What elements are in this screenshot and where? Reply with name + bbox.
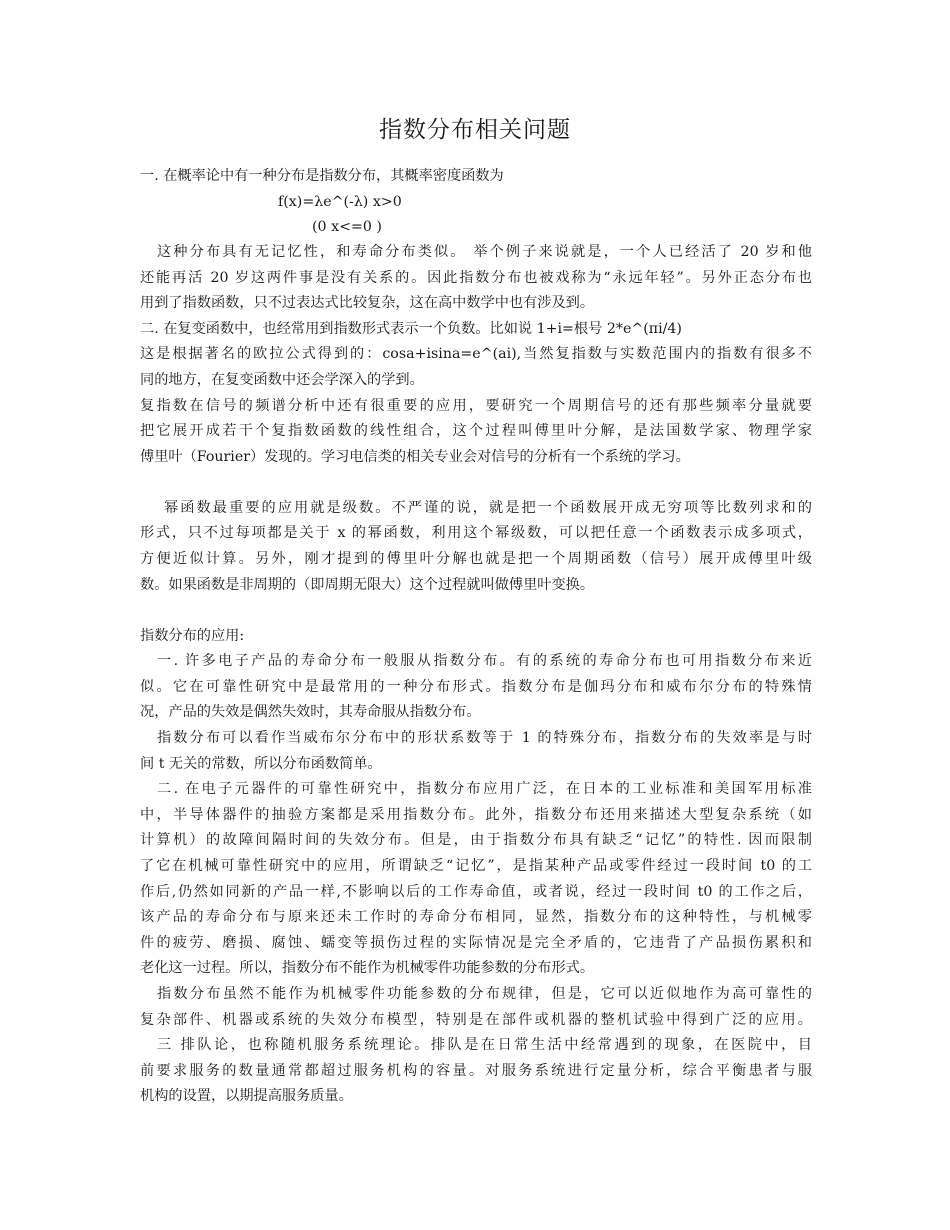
text-line: 复杂部件、机器或系统的失效分布模型，特别是在部件或机器的整机试验中得到广泛的应用。 [140, 1012, 812, 1028]
text-line: 傅里叶（Fourier）发现的。学习电信类的相关专业会对信号的分析有一个系统的学习。 [140, 449, 690, 465]
text-line: 复指数在信号的频谱分析中还有很重要的应用，要研究一个周期信号的还有那些频率分量就要 [140, 398, 812, 414]
text-line: 同的地方，在复变函数中还会学深入的学到。 [140, 372, 424, 388]
text-line: 还能再活 20 岁这两件事是没有关系的。因此指数分布也被戏称为“永远年轻”。另外正态分布也 [140, 270, 812, 286]
text-line: 二. 在复变函数中，也经常用到指数形式表示一个负数。比如说 1+i=根号 2*e^(πi/4) [140, 321, 682, 337]
text-line: 这是根据著名的欧拉公式得到的：cosa+isina=e^(ai),当然复指数与实数范围内的指数有很多不 [140, 346, 812, 362]
text-line: 用到了指数函数，只不过表达式比较复杂，这在高中数学中也有涉及到。 [140, 295, 595, 311]
text-line: 一. 在概率论中有一种分布是指数分布，其概率密度函数为 [140, 168, 504, 184]
formula-line: f(x)=λe^(-λ) x>0 [278, 194, 402, 210]
text-line: 了它在机械可靠性研究中的应用，所谓缺乏“记忆”，是指某种产品或零件经过一段时间 t0 的工 [140, 858, 812, 874]
text-line: 指数分布虽然不能作为机械零件功能参数的分布规律，但是，它可以近似地作为高可靠性的 [157, 986, 812, 1002]
text-line: 该产品的寿命分布与原来还未工作时的寿命分布相同，显然，指数分布的这种特性，与机械零 [140, 909, 812, 925]
text-line: 一. 许多电子产品的寿命分布一般服从指数分布。有的系统的寿命分布也可用指数分布来近 [157, 653, 812, 669]
text-line: 指数分布可以看作当威布尔分布中的形状系数等于 1 的特殊分布，指数分布的失效率是与时 [157, 730, 812, 746]
text-line: 把它展开成若干个复指数函数的线性组合，这个过程叫傅里叶分解，是法国数学家、物理学家 [140, 423, 812, 439]
text-line: 件的疲劳、磨损、腐蚀、蠕变等损伤过程的实际情况是完全矛盾的，它违背了产品损伤累积和 [140, 935, 812, 951]
text-line: 方便近似计算。另外，刚才提到的傅里叶分解也就是把一个周期函数（信号）展开成傅里叶级 [140, 551, 812, 567]
text-line: 三 排队论，也称随机服务系统理论。排队是在日常生活中经常遇到的现象，在医院中，目 [157, 1037, 812, 1053]
document-title: 指数分布相关问题 [379, 117, 571, 143]
text-line: 间 t 无关的常数，所以分布函数简单。 [140, 756, 382, 772]
text-line: 况，产品的失效是偶然失效时，其寿命服从指数分布。 [140, 704, 481, 720]
text-line: 二. 在电子元器件的可靠性研究中，指数分布应用广泛，在日本的工业标准和美国军用标准 [157, 781, 812, 797]
text-line: 前要求服务的数量通常都超过服务机构的容量。对服务系统进行定量分析，综合平衡患者与服 [140, 1063, 812, 1079]
text-line: 幂函数最重要的应用就是级数。不严谨的说，就是把一个函数展开成无穷项等比数列求和的 [164, 500, 812, 516]
text-line: 计算机）的故障间隔时间的失效分布。但是，由于指数分布具有缺乏“记忆”的特性. 因而限制 [140, 832, 812, 848]
text-line: 作后,仍然如同新的产品一样,不影响以后的工作寿命值，或者说，经过一段时间 t0 的工作之后， [140, 884, 812, 900]
text-line: 这种分布具有无记忆性，和寿命分布类似。 举个例子来说就是，一个人已经活了 20 岁和他 [157, 244, 812, 260]
section-heading: 指数分布的应用: [140, 628, 245, 644]
text-line: 机构的设置，以期提高服务质量。 [140, 1088, 353, 1104]
text-line: 数。如果函数是非周期的（即周期无限大）这个过程就叫做傅里叶变换。 [140, 577, 595, 593]
formula-line: (0 x<=0 ) [312, 219, 382, 235]
text-line: 形式，只不过每项都是关于 x 的幂函数，利用这个幂级数，可以把任意一个函数表示成多项式， [140, 525, 812, 541]
text-line: 老化这一过程。所以，指数分布不能作为机械零件功能参数的分布形式。 [140, 960, 595, 976]
text-line: 中，半导体器件的抽验方案都是采用指数分布。此外，指数分布还用来描述大型复杂系统（如 [140, 807, 812, 823]
text-line: 似。它在可靠性研究中是最常用的一种分布形式。指数分布是伽玛分布和威布尔分布的特殊情 [140, 679, 812, 695]
